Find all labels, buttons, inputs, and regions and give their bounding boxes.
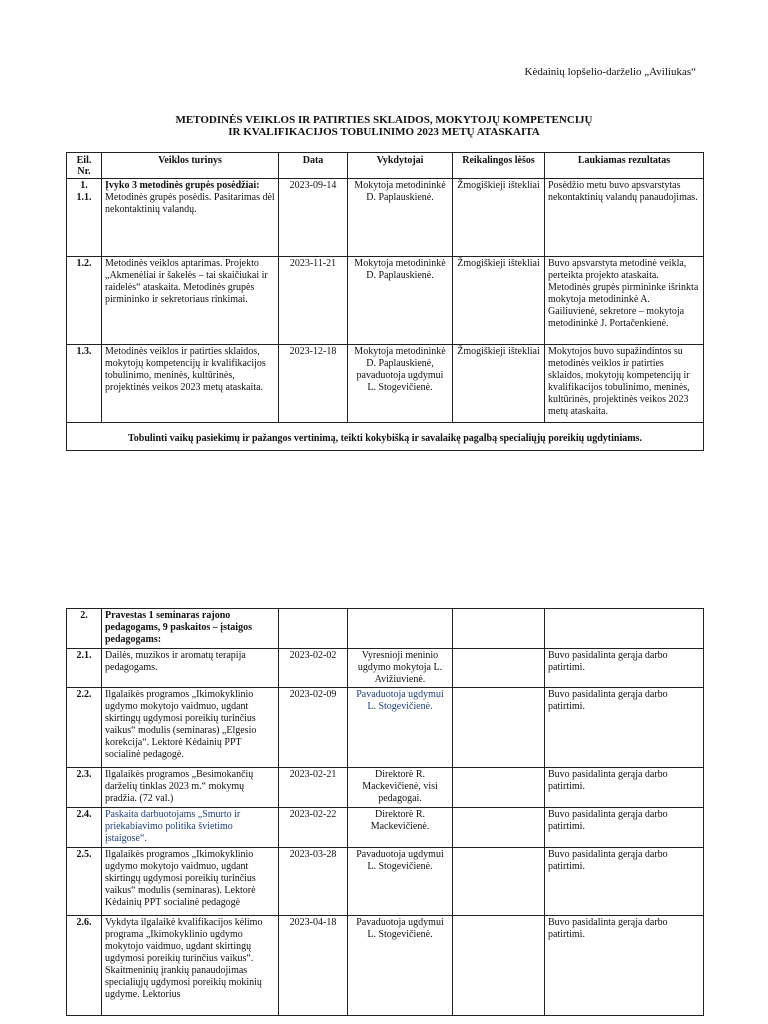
row-result: Buvo pasidalinta gerąja darbo patirtimi. [545, 848, 704, 916]
header-performers: Vykdytojai [348, 153, 453, 179]
table-row [67, 179, 704, 257]
row-performers: Mokytoja metodininkė D. Paplauskienė, pavaduotoja ugdymui L. Stogevičienė. [348, 345, 453, 423]
organization-name: Kėdainių lopšelio-darželio „Aviliukas“ [524, 66, 696, 78]
table-row [67, 257, 704, 345]
report-title [66, 114, 702, 138]
row-nr: 1. 1.1. [67, 179, 102, 257]
row-content: Vykdyta ilgalaikė kvalifikacijos kėlimo programa „Ikimokyklinio ugdymo mokytojo vaidmuo, ugdant skirtingų ugdymosi poreikių turinčius vaikus“. Skaitmeninių įrankių panaudojimas specialiųjų ugdymosi poreikių mokinių ugdyme. Lektorius [102, 916, 279, 1016]
row-nr: 1.2. [67, 257, 102, 345]
table-row [67, 649, 704, 688]
row-date: 2023-12-18 [279, 345, 348, 423]
row-nr: 2.5. [67, 848, 102, 916]
row-performers: Mokytoja metodininkė D. Paplauskienė. [348, 257, 453, 345]
row-content: Ilgalaikės programos „Besimokančių darželių tinklas 2023 m.“ mokymų pradžia. (72 val.) [102, 768, 279, 808]
row-performers: Mokytoja metodininkė D. Paplauskienė. [348, 179, 453, 257]
title-line-2: IR KVALIFIKACIJOS TOBULINIMO 2023 METŲ ATASKAITA [228, 126, 540, 138]
row-performers: Direktorė R. Mackevičienė. [348, 808, 453, 848]
empty-cell [279, 609, 348, 649]
row-resources: Žmogiškieji ištekliai [453, 179, 545, 257]
goal-row [67, 423, 704, 451]
row-resources: Žmogiškieji ištekliai [453, 257, 545, 345]
row-date: 2023-03-28 [279, 848, 348, 916]
row-date: 2023-02-09 [279, 688, 348, 768]
row-resources: Žmogiškieji ištekliai [453, 345, 545, 423]
header-result: Laukiamas rezultatas [545, 153, 704, 179]
row-content: Ilgalaikės programos „Ikimokyklinio ugdymo mokytojo vaidmuo, ugdant skirtingų ugdymosi poreikių turinčius vaikus“ modulis (seminaras). Lektorė Kėdainių PPT socialinė pedagogė [102, 848, 279, 916]
empty-cell [348, 609, 453, 649]
row-resources [453, 768, 545, 808]
row-result: Mokytojos buvo supažindintos su metodinės veiklos ir patirties sklaidos, mokytojų kompetencijų ir kvalifikacijos tobulinimo, meninės, kultūrinės, projektinės veikos 2023 metų ataskaita. [545, 345, 704, 423]
section-heading-row [67, 609, 704, 649]
row-performers: Pavaduotoja ugdymui L. Stogevičienė. [348, 688, 453, 768]
report-table-part-1 [66, 152, 704, 451]
row-nr: 2.6. [67, 916, 102, 1016]
table-row [67, 916, 704, 1016]
row-nr: 2.3. [67, 768, 102, 808]
row-result: Buvo pasidalinta gerąja darbo patirtimi. [545, 768, 704, 808]
row-result: Buvo pasidalinta gerąja darbo patirtimi. [545, 688, 704, 768]
title-line-1: METODINĖS VEIKLOS IR PATIRTIES SKLAIDOS, MOKYTOJŲ KOMPETENCIJŲ [175, 114, 593, 126]
row-content: Metodinės veiklos ir patirties sklaidos, mokytojų kompetencijų ir kvalifikacijos tobulinimo, meninės, kultūrinės, projektinės veikos 2023 metų ataskaita. [102, 345, 279, 423]
report-table-part-2 [66, 608, 704, 1016]
row-nr: 1.3. [67, 345, 102, 423]
row-content: Metodinės veiklos aptarimas. Projekto „Akmenėliai ir šakelės – tai skaičiukai ir raidelės“ ataskaita. Metodinės grupės pirmininko ir sekretoriaus rinkimai. [102, 257, 279, 345]
table-row [67, 808, 704, 848]
row-result: Buvo pasidalinta gerąja darbo patirtimi. [545, 916, 704, 1016]
row-result: Buvo apsvarstyta metodinė veikla, perteikta projekto ataskaita. Metodinės grupės pirmininke išrinkta mokytoja metodininkė A. Gailiuvienė, sekretore – mokytoja metodininkė J. Portačenkienė. [545, 257, 704, 345]
row-resources [453, 649, 545, 688]
header-content: Veiklos turinys [102, 153, 279, 179]
row-nr: 2.4. [67, 808, 102, 848]
row-result: Buvo pasidalinta gerąja darbo patirtimi. [545, 649, 704, 688]
header-nr: Eil. Nr. [67, 153, 102, 179]
header-date: Data [279, 153, 348, 179]
row-performers: Pavaduotoja ugdymui L. Stogevičienė. [348, 916, 453, 1016]
row-content: Ilgalaikės programos „Ikimokyklinio ugdymo mokytojo vaidmuo, ugdant skirtingų ugdymosi poreikių turinčius vaikus“ modulis (seminaras) „Elgesio korekcija“. Lektorė Kėdainių PPT socialinė pedagogė. [102, 688, 279, 768]
table-row [67, 848, 704, 916]
empty-cell [545, 609, 704, 649]
row-content: Pravestas 1 seminaras rajono pedagogams, 9 paskaitos – įstaigos pedagogams: [102, 609, 279, 649]
row-resources [453, 916, 545, 1016]
table-row [67, 345, 704, 423]
row-performers: Direktorė R. Mackevičienė, visi pedagogai. [348, 768, 453, 808]
row-date: 2023-09-14 [279, 179, 348, 257]
row-date: 2023-02-22 [279, 808, 348, 848]
row-content: Paskaita darbuotojams „Smurto ir priekabiavimo politika švietimo įstaigose“. [102, 808, 279, 848]
row-result: Buvo pasidalinta gerąja darbo patirtimi. [545, 808, 704, 848]
row-resources [453, 808, 545, 848]
row-date: 2023-11-21 [279, 257, 348, 345]
row-date: 2023-02-21 [279, 768, 348, 808]
goal-text: Tobulinti vaikų pasiekimų ir pažangos vertinimą, teikti kokybišką ir savalaikę pagalbą specialiųjų poreikių ugdytiniams. [67, 423, 704, 451]
row-content: Dailės, muzikos ir aromatų terapija pedagogams. [102, 649, 279, 688]
row-performers: Pavaduotoja ugdymui L. Stogevičienė. [348, 848, 453, 916]
row-date: 2023-04-18 [279, 916, 348, 1016]
table-header-row [67, 153, 704, 179]
row-nr: 2.1. [67, 649, 102, 688]
row-resources [453, 688, 545, 768]
table-row [67, 768, 704, 808]
row-performers: Vyresnioji meninio ugdymo mokytoja L. Avižiuvienė. [348, 649, 453, 688]
row-nr: 2.2. [67, 688, 102, 768]
row-content: Įvyko 3 metodinės grupės posėdžiai: Metodinės grupės posėdis. Pasitarimas dėl nekontaktinių valandų. [102, 179, 279, 257]
header-resources: Reikalingos lėšos [453, 153, 545, 179]
row-nr: 2. [67, 609, 102, 649]
empty-cell [453, 609, 545, 649]
row-result: Posėdžio metu buvo apsvarstytas nekontaktinių valandų panaudojimas. [545, 179, 704, 257]
row-resources [453, 848, 545, 916]
row-date: 2023-02-02 [279, 649, 348, 688]
table-row [67, 688, 704, 768]
